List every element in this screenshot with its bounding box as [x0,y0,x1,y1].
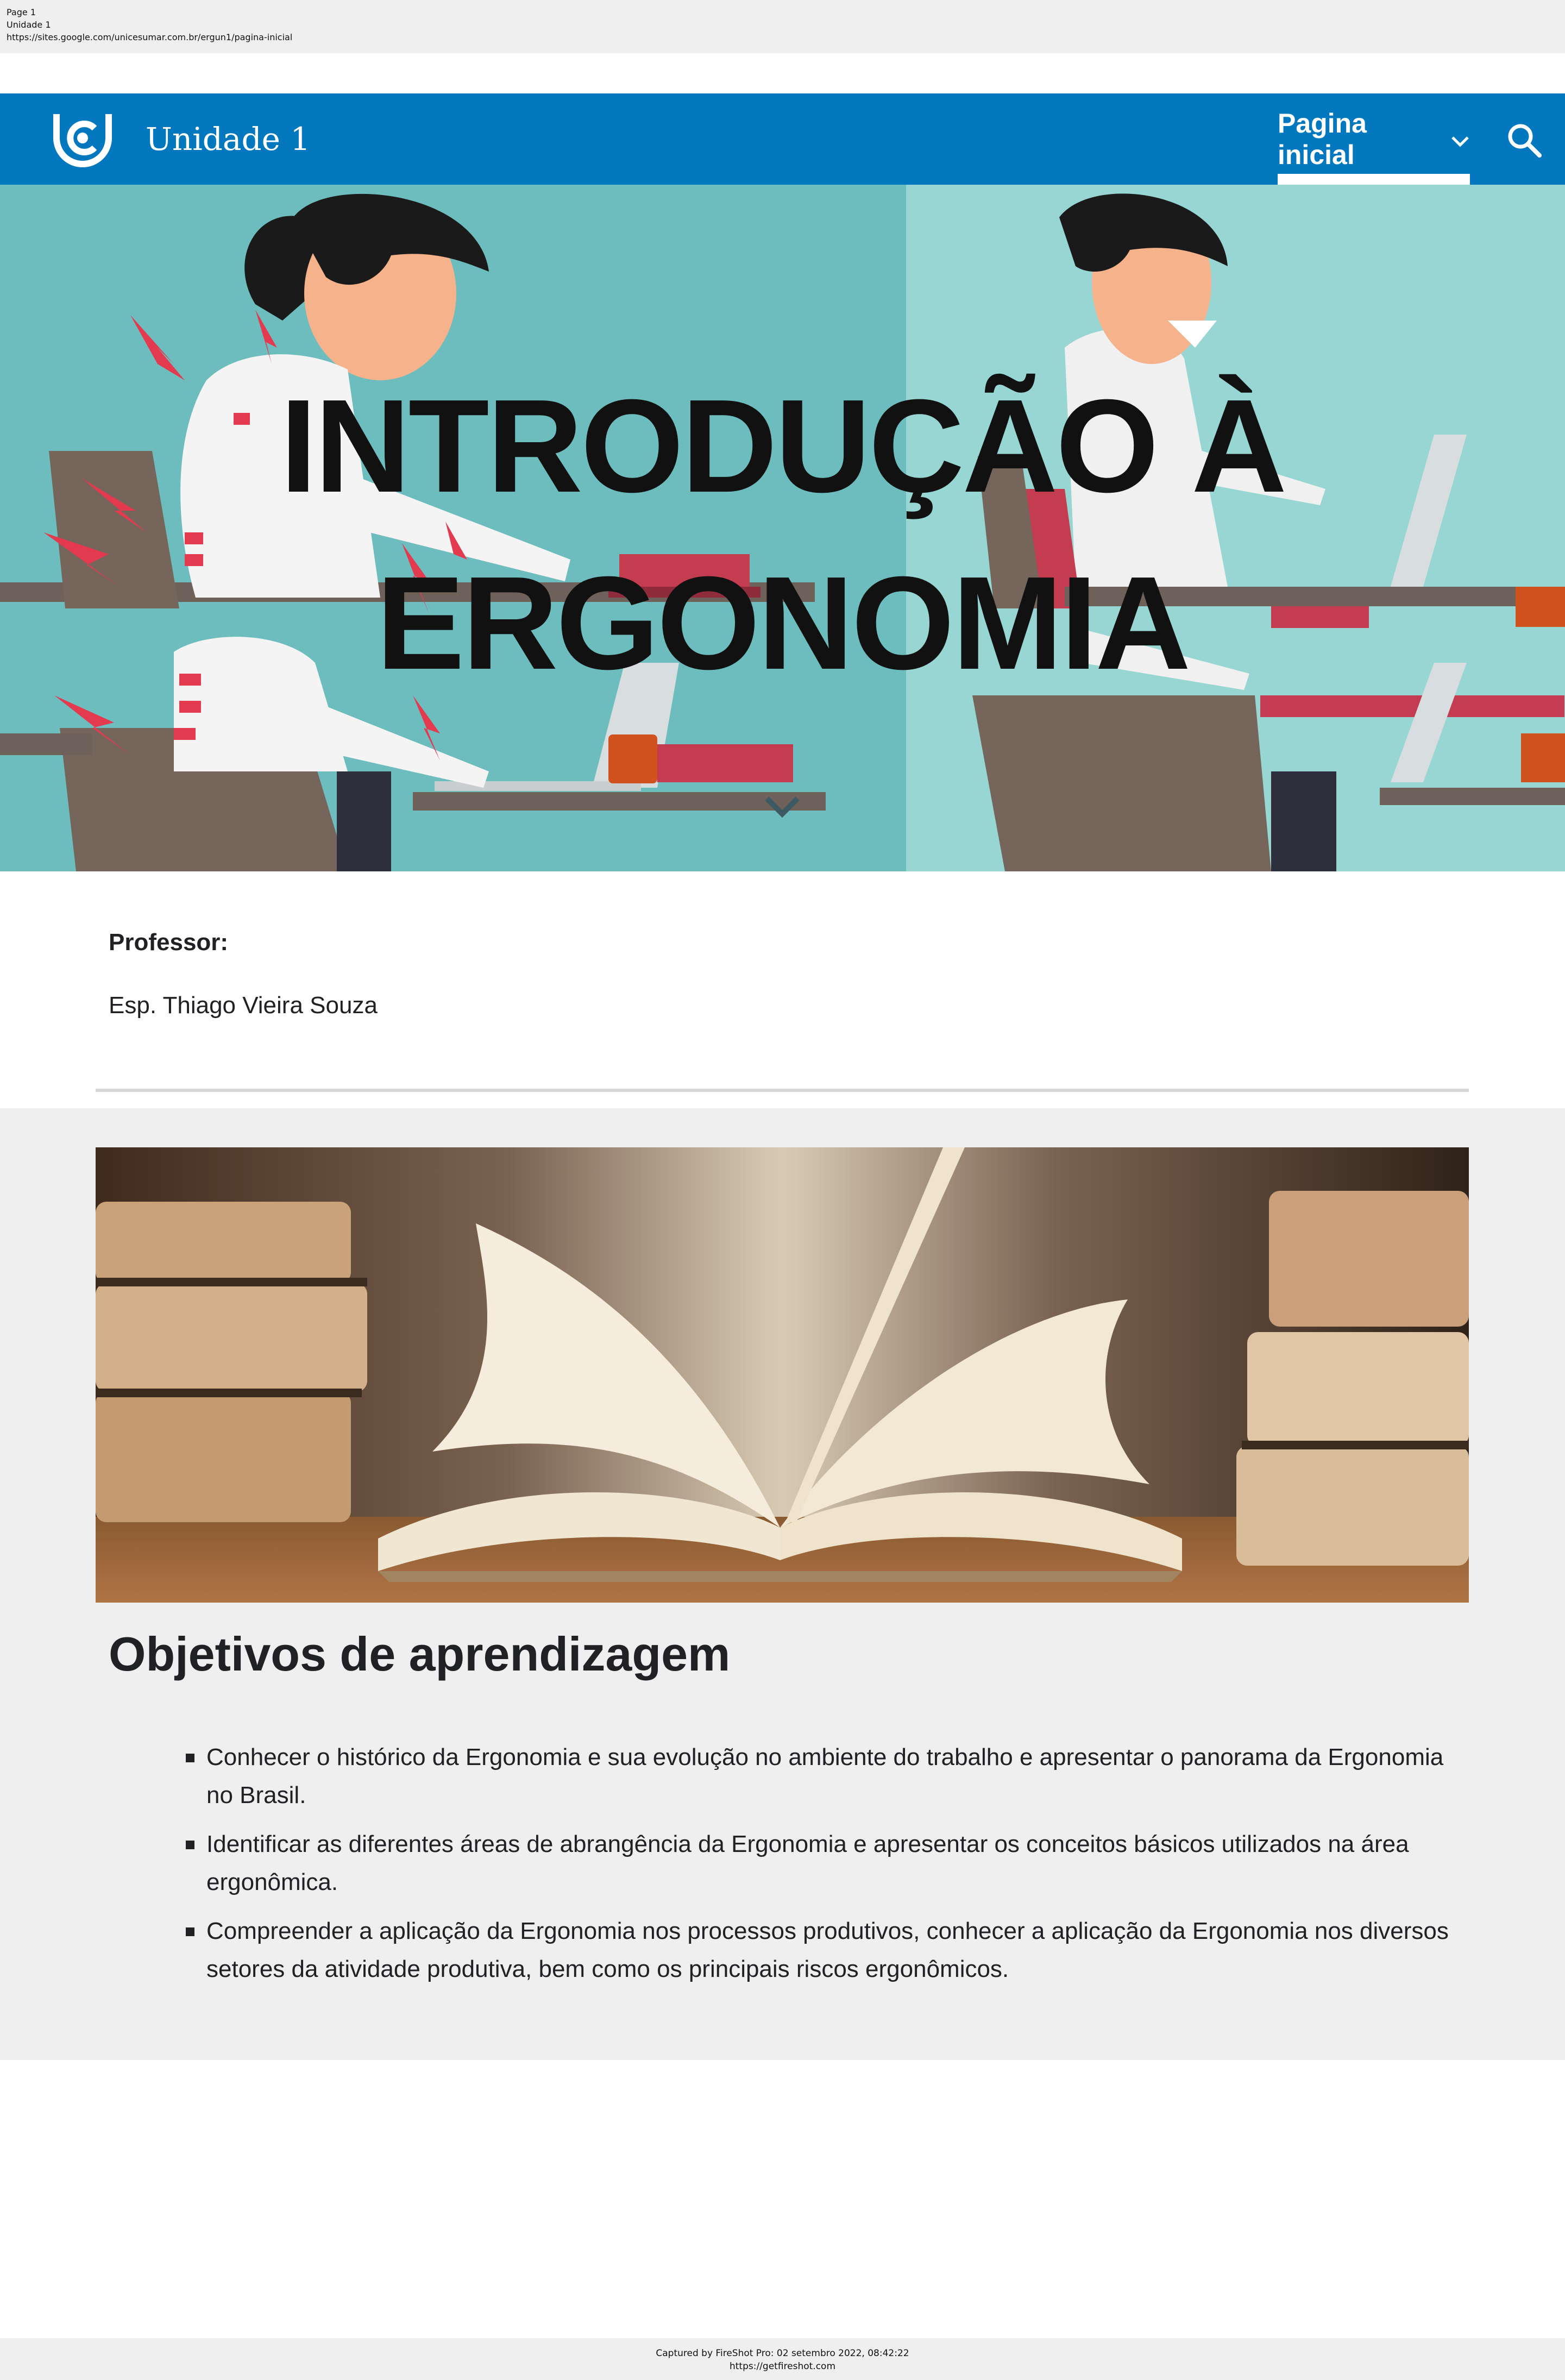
hero-title [0,357,1565,712]
capture-page-title: Unidade 1 [7,20,51,30]
section-divider [96,1089,1469,1092]
unicesumar-logo-icon[interactable] [49,110,116,167]
capture-page-label: Page 1 [7,7,36,17]
nav-item-label: Pagina inicial [1278,108,1367,170]
capture-header [0,0,1565,53]
objectives-list [178,1738,1455,1999]
bullet-icon [186,1754,194,1762]
chevron-down-icon [1450,123,1470,155]
professor-name: Esp. Thiago Vieira Souza [109,992,378,1019]
site-title[interactable]: Unidade 1 [146,121,311,158]
site-header [0,93,1565,185]
list-item [178,1738,1455,1814]
chevron-down-icon[interactable] [763,792,802,822]
capture-link[interactable]: https://getfireshot.com [729,2361,836,2372]
hero-title-line1: INTRODUÇÃO À [280,372,1285,520]
professor-label: Professor: [109,929,229,956]
open-book-photo [96,1147,1469,1603]
search-icon[interactable] [1505,121,1544,160]
hero-title-line2: ERGONOMIA [376,549,1189,697]
nav-item-pagina-inicial[interactable] [1278,93,1470,185]
capture-footer [0,2338,1565,2380]
list-item-text: Conhecer o histórico da Ergonomia e sua evolução no ambiente do trabalho e apresentar o panorama da Ergonomia no Brasil. [206,1744,1444,1808]
bullet-icon [186,1927,194,1936]
capture-url: https://sites.google.com/unicesumar.com.br/ergun1/pagina-inicial [7,32,293,42]
hero-banner [0,185,1565,871]
nav-active-indicator [1278,174,1470,185]
list-item [178,1912,1455,1988]
bullet-icon [186,1841,194,1849]
list-item [178,1825,1455,1901]
capture-timestamp: Captured by FireShot Pro: 02 setembro 2022, 08:42:22 [656,2348,909,2359]
objectives-title: Objetivos de aprendizagem [109,1627,731,1681]
list-item-text: Compreender a aplicação da Ergonomia nos processos produtivos, conhecer a aplicação da Ergonomia nos diversos setores da atividade produtiva, bem como os principais riscos ergonômicos. [206,1918,1449,1982]
list-item-text: Identificar as diferentes áreas de abrangência da Ergonomia e apresentar os conceitos básicos utilizados na área ergonômica. [206,1831,1409,1895]
objectives-section [0,1108,1565,2060]
